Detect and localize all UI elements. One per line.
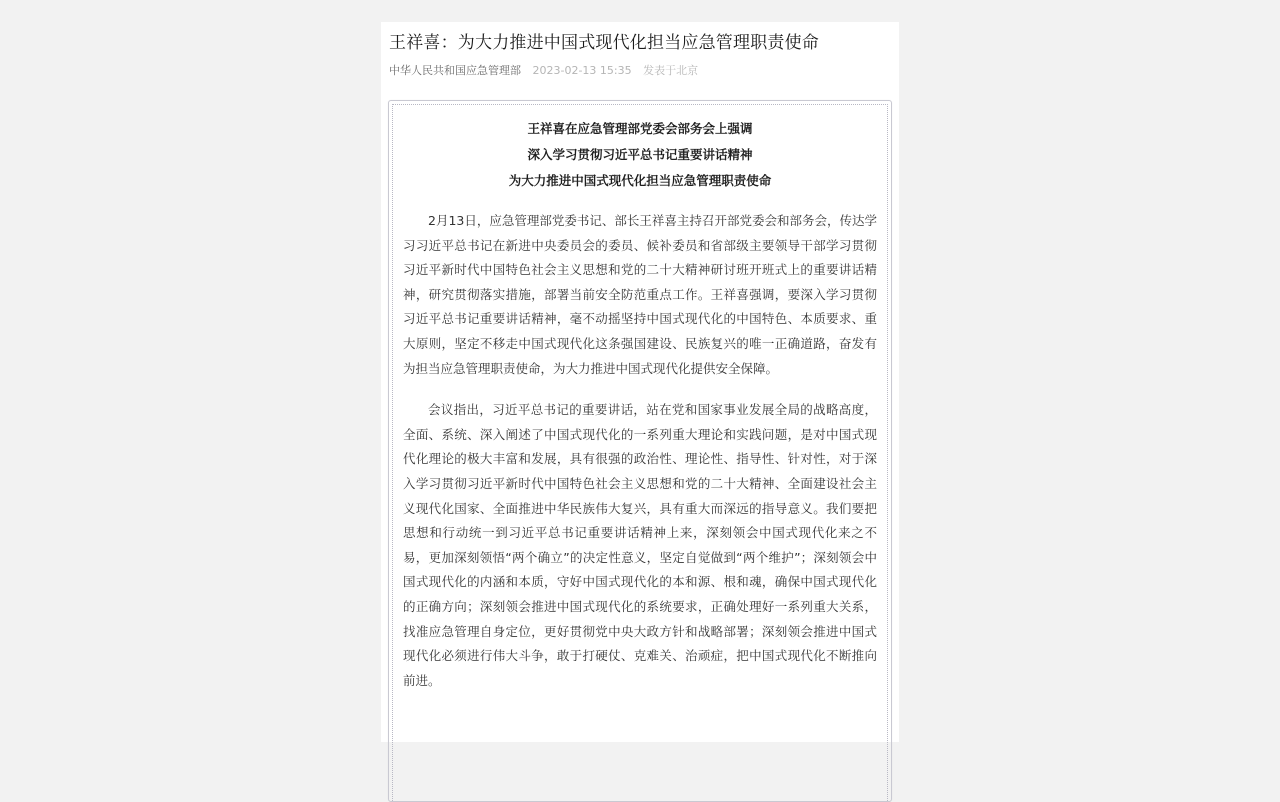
article-paragraph-2: 会议指出，习近平总书记的重要讲话，站在党和国家事业发展全局的战略高度，全面、系统、深入阐述了中国式现代化的一系列重大理论和实践问题，是对中国式现代化理论的极大丰富和发展，具有很强的政治性、理论性、指导性、针对性，对于深入学习贯彻习近平新时代中国特色社会主义思想和党的二十大精神、全面建设社会主义现代化国家、全面推进中华民族伟大复兴，具有重大而深远的指导意义。我们要把思想和行动统一到习近平总书记重要讲话精神上来，深刻领会中国式现代化来之不易，更加深刻领悟“两个确立”的决定性意义，坚定自觉做到“两个维护”；深刻领会中国式现代化的内涵和本质，守好中国式现代化的本和源、根和魂，确保中国式现代化的正确方向；深刻领会推进中国式现代化的系统要求，正确处理好一系列重大关系，找准应急管理自身定位，更好贯彻党中央大政方针和战略部署；深刻领会推进中国式现代化必须进行伟大斗争，敢于打硬仗、克难关、治顽症，把中国式现代化不断推向前进。 (403, 402, 877, 688)
article-headlines (393, 116, 887, 194)
article-card (381, 22, 899, 742)
article-content-frame (388, 100, 892, 802)
article-source[interactable]: 中华人民共和国应急管理部 (389, 64, 521, 77)
article-content-inner-frame (392, 104, 888, 801)
article-body (403, 209, 877, 710)
article-paragraph-1: 2月13日，应急管理部党委书记、部长王祥喜主持召开部党委会和部务会，传达学习习近平总书记在新进中央委员会的委员、候补委员和省部级主要领导干部学习贯彻习近平新时代中国特色社会主义思想和党的二十大精神研讨班开班式上的重要讲话精神，研究贯彻落实措施，部署当前安全防范重点工作。王祥喜强调，要深入学习贯彻习近平总书记重要讲话精神，毫不动摇坚持中国式现代化的中国特色、本质要求、重大原则，坚定不移走中国式现代化这条强国建设、民族复兴的唯一正确道路，奋发有为担当应急管理职责使命，为大力推进中国式现代化提供安全保障。 (403, 213, 877, 376)
headline-line-2: 深入学习贯彻习近平总书记重要讲话精神 (527, 147, 753, 162)
headline-line-1: 王祥喜在应急管理部党委会部务会上强调 (527, 121, 753, 136)
article-location: 发表于北京 (643, 64, 699, 77)
article-title: 王祥喜：为大力推进中国式现代化担当应急管理职责使命 (389, 33, 819, 53)
article-date: 2023-02-13 15:35 (532, 64, 632, 77)
article-meta (389, 62, 698, 78)
headline-line-3: 为大力推进中国式现代化担当应急管理职责使命 (508, 173, 772, 188)
